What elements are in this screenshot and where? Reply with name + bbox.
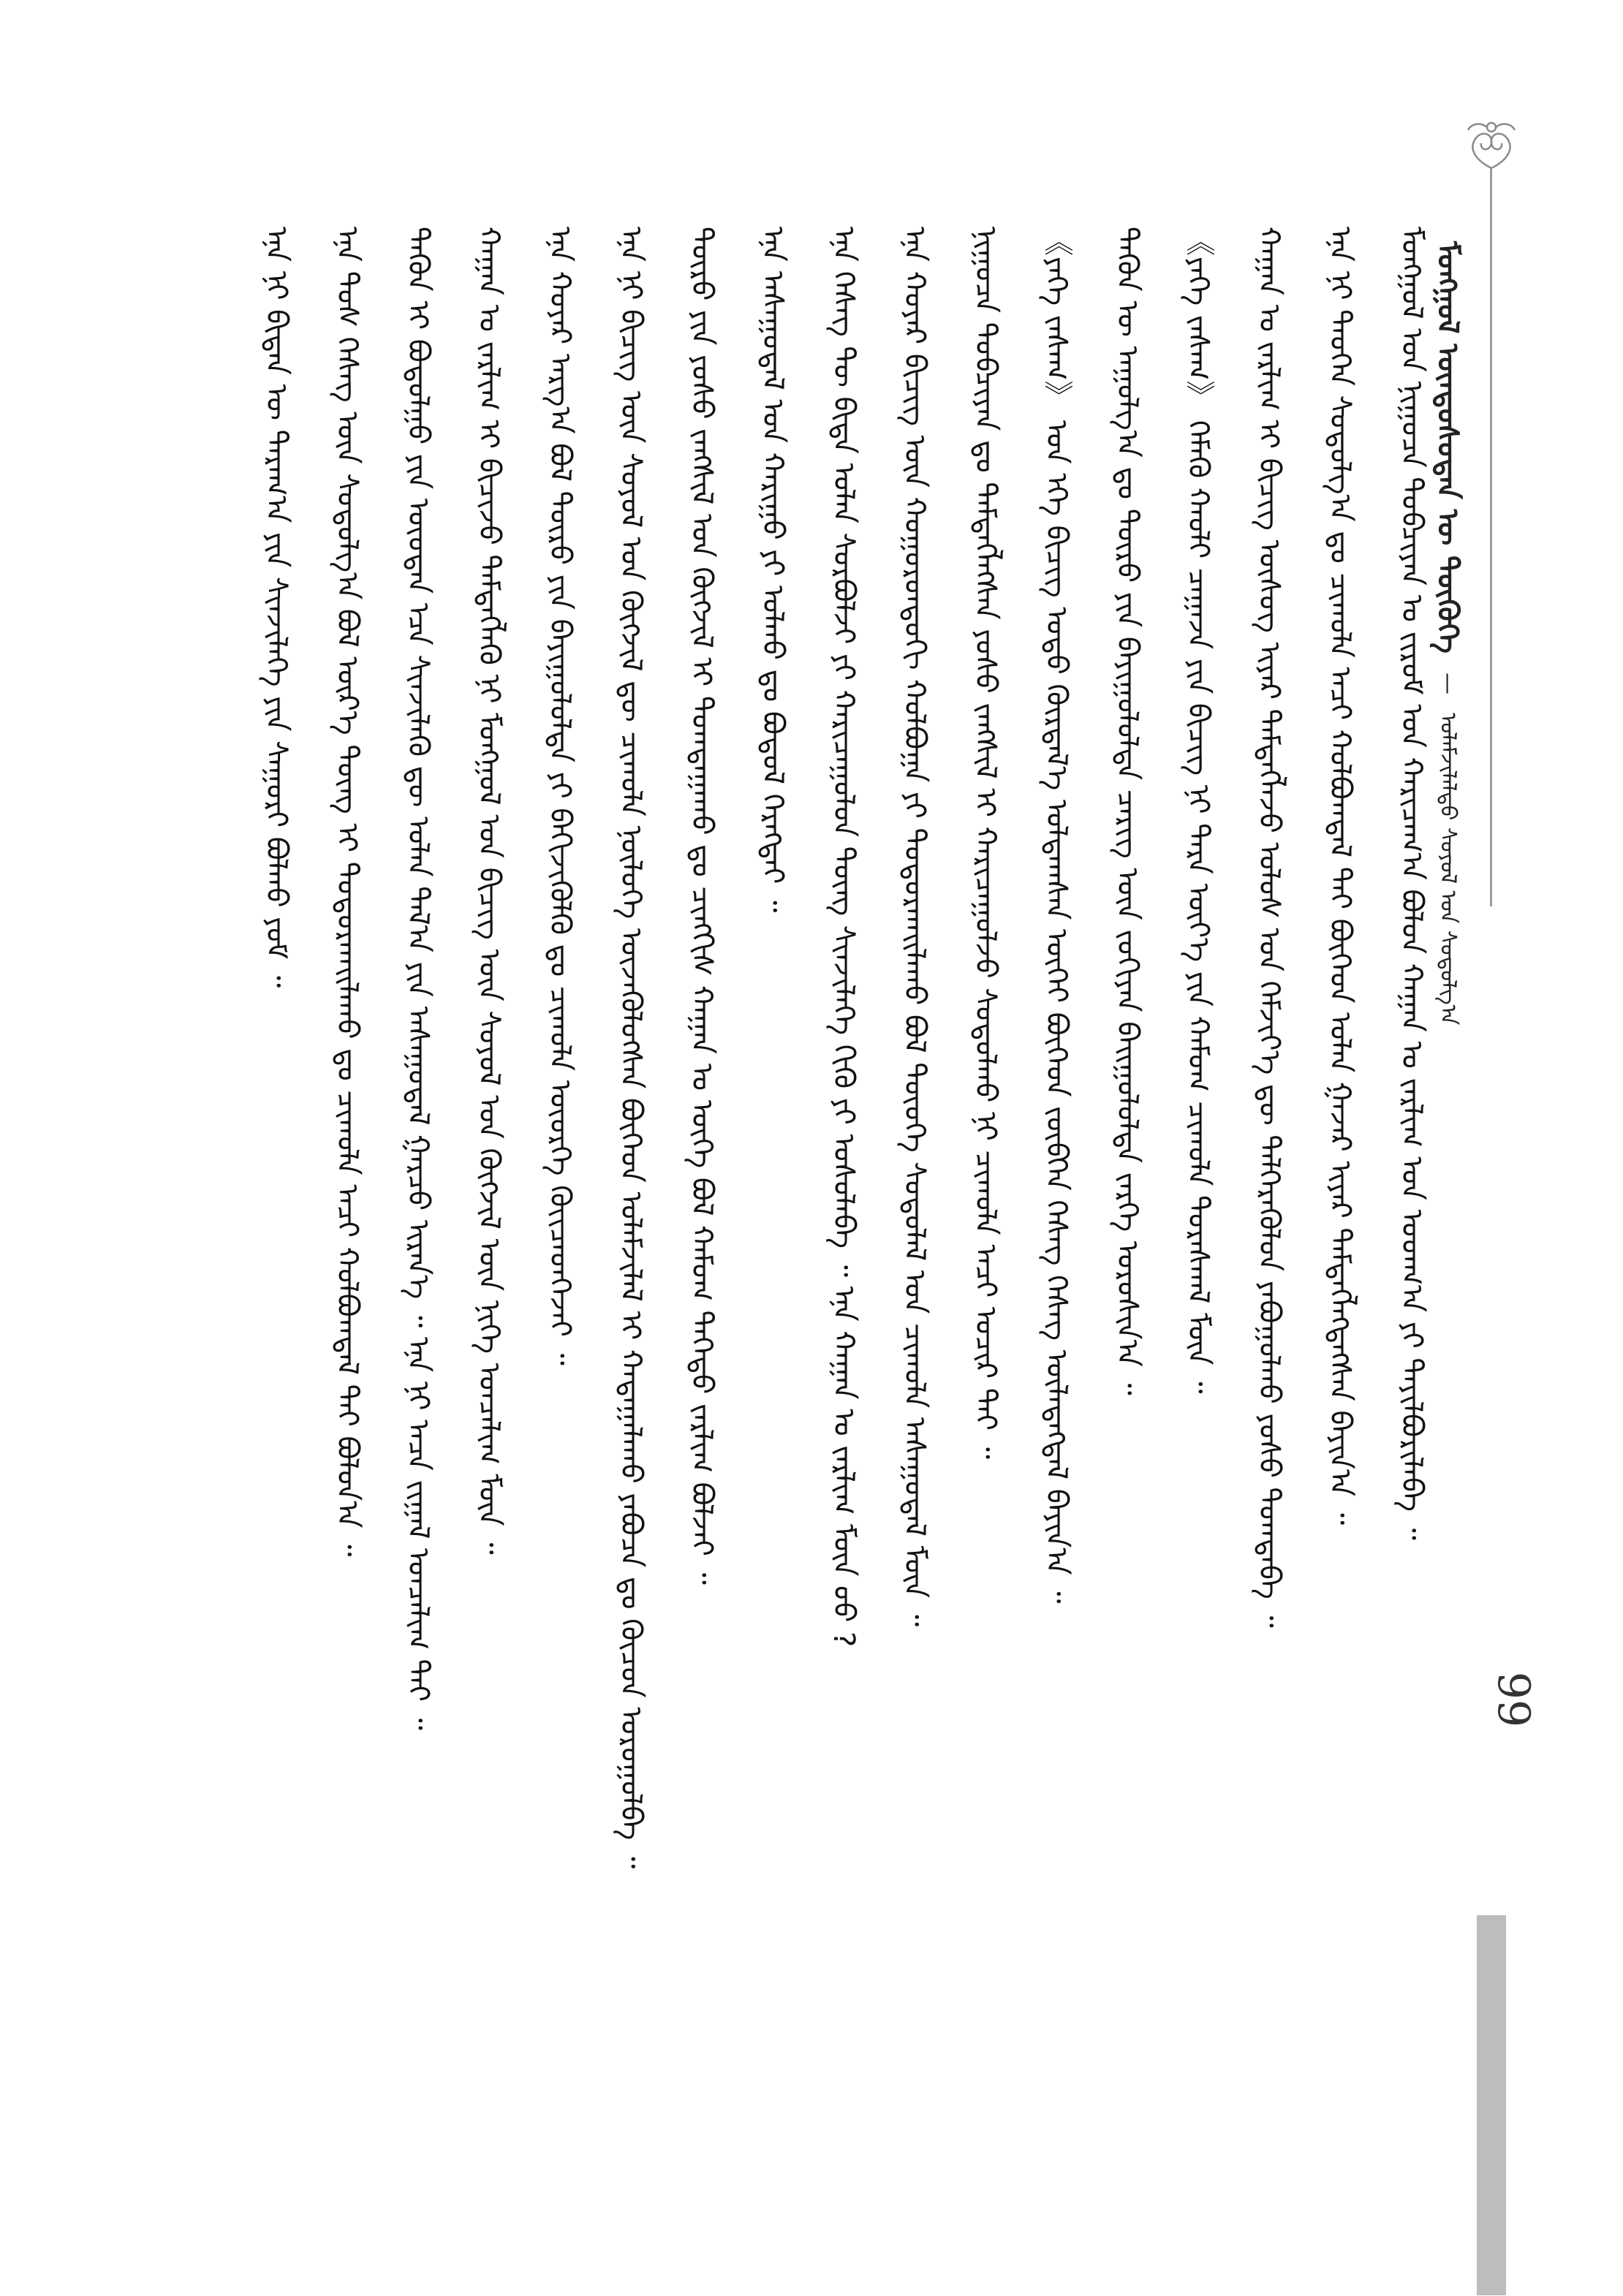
text-column: ᠲᠡᠭᠦᠨ ᠢ ᠪᠣᠳᠣᠯᠭᠤ ᠶᠢᠨ ᠦᠦᠳᠡᠨ ᠡᠴᠡ ᠰᠢᠨᠵᠢᠯᠡᠬᠦ ᠳᠦ ᠣᠯᠠᠨ ᠲᠠᠯ᠎ᠠ ᠶᠢᠨ ᠠᠰᠠᠭᠤᠳᠠᠯ ᠭᠠᠷᠴᠤ ᠢᠷᠡᠨ᠎ᠡ ᠃ ᠡᠨᠡ ᠨᠢ ᠠᠴᠠ ᠵᠢᠭᠠᠯ ᠣᠨᠴᠠᠯᠢᠭ ᠲᠠᠢ ᠃ xyxy=(401,227,435,1730)
text-column: ᠡᠨᠡ ᠠᠰᠠᠭᠤᠳᠠᠯ ᠤᠨ ᠬᠠᠷᠢᠭᠤ ᠶᠢ ᠣᠯᠬᠤ ᠳᠤ ᠪᠣᠳᠣᠯ ᠬᠡᠷᠡᠭᠲᠡᠢ ᠃ xyxy=(756,227,790,913)
text-column: ᠬᠠᠭᠠᠨ ᠤ ᠵᠠᠷᠯᠢᠭ ᠢ ᠪᠢᠴᠢᠭ ᠦᠰᠦᠭ ᠢᠶᠡᠷ ᠲᠡᠮᠳᠡᠭᠯᠡᠵᠦ ᠤᠯᠤᠰ ᠤᠨ ᠬᠡᠮᠵᠢᠶ᠎ᠡ ᠳᠦ ᠳᠡᠯᠭᠡᠷᠡᠭᠦᠯᠦᠨ ᠶᠠᠪᠤᠭᠤᠯᠬᠤ ᠶᠣᠰᠣ ᠲᠣᠭᠲᠠᠪᠠ ᠃ xyxy=(1252,227,1286,1628)
running-head xyxy=(1433,241,1462,1045)
text-column: ᠲᠡᠭᠦᠨ ᠦ ᠠᠭᠤᠯᠭ᠎ᠠ ᠳᠤ ᠲᠥᠷᠥ ᠶᠢᠨ ᠪᠠᠶᠢᠭᠤᠯᠤᠯᠲᠠ ᠴᠡᠷᠢᠭ ᠦᠨ ᠵᠣᠬᠢᠶᠠᠨ ᠪᠠᠢᠭᠤᠯᠤᠯᠲᠠ ᠵᠡᠷᠭᠡ ᠣᠷᠣᠰᠢᠨ᠎ᠠ ᠃ xyxy=(1111,227,1144,1395)
text-column: ᠲᠥᠷᠥ ᠶᠢᠨ ᠶᠣᠰᠣ ᠵᠠᠩᠰᠢᠯ ᠤᠨ ᠬᠥᠭᠵᠢᠯ ᠢ ᠲᠣᠭᠲᠠᠭᠠᠬᠤ ᠳᠤ ᠴᠢᠩᠭᠢᠰ ᠬᠠᠭᠠᠨ ᠤ ᠦᠭᠡ ᠪᠣᠯ ᠬᠠᠮᠤᠭ ᠳᠡᠭᠡᠳᠦ ᠵᠠᠷᠯᠢᠭ ᠪᠣᠯᠵᠠᠢ ᠃ xyxy=(685,227,719,1585)
running-head-title: ᠮᠣᠩᠭᠣᠯ ᠦᠨᠳᠦᠰᠦᠲᠡᠨ ᠦ ᠲᠦᠭᠦᠬᠡ xyxy=(1431,241,1464,653)
text-column: ᠡᠨᠡ ᠬᠣᠶᠠᠷ ᠪᠢᠴᠢᠭ ᠦᠨ ᠬᠣᠭᠣᠷᠤᠨᠳᠤᠬᠢ ᠬᠣᠯᠪᠣᠭᠠ ᠶᠢ ᠲᠣᠳᠤᠷᠬᠠᠢᠯᠠᠬᠤ ᠪᠣᠯ ᠲᠦᠦᠬᠡ ᠰᠤᠳᠤᠯᠠᠯ ᠤᠨ ᠴᠢᠬᠤᠯᠠ ᠠᠰᠠᠭᠤᠳᠠᠯ ᠮᠥᠨ ᠃ xyxy=(898,227,931,1627)
text-column: ᠡᠨᠡ ᠨᠢ ᠲᠡᠦᠬᠡᠨ ᠰᠤᠳᠤᠯᠭ᠎ᠠ ᠳᠤ ᠴᠢᠬᠤᠯᠠ ᠠᠴᠢ ᠬᠣᠯᠪᠣᠭᠳᠠᠯ ᠲᠠᠢ ᠪᠥᠭᠡᠳ ᠣᠯᠠᠨ ᠭᠠᠵᠠᠷ ᠢᠶᠠᠷ ᠲᠡᠮᠳᠡᠭᠯᠡᠭᠳᠡᠭᠰᠡᠨ ᠪᠠᠶᠢᠨ᠎ᠠ ᠃ xyxy=(1323,227,1357,1526)
text-column: ᠮᠣᠩᠭᠣᠯ ᠤᠨ ᠨᠢᠭᠤᠴᠠ ᠲᠣᠪᠴᠢᠶᠠᠨ ᠤ ᠵᠢᠷᠤᠮ ᠤᠨ ᠬᠠᠷᠢᠴᠠᠭ᠎ᠠ ᠪᠣᠯᠤᠨ ᠬᠠᠭᠠᠨ ᠤ ᠵᠠᠷᠯᠢᠭ ᠤᠨ ᠤᠳᠬ᠎ᠠ ᠶᠢ ᠲᠠᠶᠢᠯᠪᠤᠷᠢᠯᠠᠪᠠ ᠃ xyxy=(1395,227,1429,1540)
running-head-subtitle: ᠤᠯᠠᠮᠵᠢᠯᠠᠯᠲᠤ ᠰᠣᠶᠣᠯ ᠤᠨ ᠰᠤᠳᠤᠯᠭ᠎ᠠ xyxy=(1435,713,1461,1026)
header-rule xyxy=(1490,168,1492,906)
text-column: 《ᠶᠡᠬᠡ ᠵᠠᠰᠠᠭ》 ᠤᠨ ᠡᠬᠡ ᠪᠢᠴᠢᠭ ᠣᠳᠣ ᠬᠦᠷᠲᠡᠯ᠎ᠡ ᠣᠯᠳᠠᠭᠰᠠᠨ ᠦᠭᠡᠢ ᠪᠥᠭᠡᠳ ᠵᠦᠪᠬᠡᠨ ᠬᠡᠰᠡᠭ ᠬᠡᠰᠡᠭ ᠦᠯᠡᠳᠡᠭᠳᠡᠯ ᠪᠠᠶᠢᠨ᠎ᠠ ᠃ xyxy=(1040,227,1073,1604)
text-column: 《ᠶᠡᠬᠡ ᠵᠠᠰᠠᠭ》 ᠬᠡᠮᠡᠬᠦ ᠬᠠᠤᠯᠢ ᠴᠠᠭᠠᠵᠠ ᠶᠢᠨ ᠪᠢᠴᠢᠭ ᠨᠢ ᠲᠡᠷᠡ ᠦᠶ᠎ᠡ ᠶᠢᠨ ᠬᠠᠮᠤᠭ ᠴᠢᠬᠤᠯᠠ ᠳᠤᠷᠠᠰᠬᠠᠯ ᠮᠥᠨ ᠃ xyxy=(1181,227,1215,1394)
page-number: 99 xyxy=(1488,1671,1539,1728)
page-edge-tab xyxy=(1477,1915,1506,2295)
text-column: ᠡᠨᠡ ᠬᠡᠰᠡᠭ ᠲᠦ ᠪᠢᠳᠡ ᠣᠯᠠᠨ ᠰᠤᠷᠪᠤᠯᠵᠢ ᠶᠢ ᠬᠠᠷᠢᠴᠠᠭᠤᠯᠤᠨ ᠳᠦᠩ ᠰᠢᠨᠵᠢᠯᠡᠭᠡ ᠬᠢᠬᠦ ᠶᠢ ᠣᠰᠣᠯᠠᠪᠠ ᠃ ᠡᠨᠡ ᠬᠠᠭᠠᠨ ᠤ ᠵᠠᠷᠯᠢᠭ ᠮᠥᠨ ᠤᠤ ? xyxy=(827,227,860,1648)
text-column: ᠡᠨᠡ ᠨᠢ ᠪᠢᠳᠡᠨ ᠦ ᠳᠠᠷᠠᠭ᠎ᠠ ᠶᠢᠨ ᠰᠢᠨᠵᠢᠯᠡᠭᠡ ᠶᠢᠨ ᠰᠠᠭᠤᠷᠢ ᠪᠣᠯᠬᠤ ᠶᠣᠮ ᠃ xyxy=(260,227,293,988)
text-column: ᠬᠠᠭᠠᠨ ᠤ ᠵᠠᠷᠯᠢᠭ ᠢ ᠪᠢᠴᠢᠵᠦ ᠲᠡᠮᠳᠡᠭᠯᠡᠬᠦ ᠨᠢ ᠮᠣᠩᠭᠣᠯ ᠤᠨ ᠪᠢᠴᠢᠭ ᠦᠨ ᠰᠣᠶᠣᠯ ᠤᠨ ᠬᠥᠭᠵᠢᠯ ᠦᠨ ᠨᠢᠭᠡ ᠣᠨᠴᠠᠯᠢᠭ ᠮᠥᠨ ᠃ xyxy=(472,227,506,1555)
text-column: ᠡᠨᠡ ᠲᠤᠰ ᠬᠡᠰᠡᠭ ᠦᠨ ᠰᠤᠳᠤᠯᠭ᠎ᠠ ᠪᠣᠯ ᠦᠷ᠎ᠡ ᠳᠦᠩ ᠢ ᠲᠣᠳᠤᠷᠬᠠᠢᠯᠠᠬᠤ ᠳᠤ ᠴᠢᠬᠤᠯᠠ ᠠᠴᠢ ᠬᠣᠯᠪᠣᠭᠳᠠᠯ ᠲᠠᠢ ᠪᠣᠯᠤᠨ᠎ᠠ ᠃ xyxy=(330,227,364,1557)
body-text xyxy=(183,227,1429,2127)
text-column: ᠨᠢᠭᠤᠴᠠ ᠲᠣᠪᠴᠢᠶᠠᠨ ᠳᠤ ᠲᠡᠮᠳᠡᠭᠯᠡᠭᠰᠡᠨ ᠶᠣᠰᠣ ᠵᠠᠩᠰᠢᠯ ᠢ ᠬᠠᠷᠢᠴᠠᠭᠤᠯᠵᠤ ᠰᠤᠳᠤᠯᠬᠤ ᠨᠢ ᠴᠢᠬᠤᠯᠠ ᠠᠴᠢ ᠤᠴᠢᠷ ᠲᠠᠢ ᠃ xyxy=(969,227,1002,1460)
ornament-icon xyxy=(1455,117,1528,175)
text-column: ᠡᠨᠡ ᠨᠢ ᠪᠢᠴᠢᠭ ᠦᠨ ᠰᠣᠶᠣᠯ ᠤᠨ ᠬᠥᠭᠵᠢᠯ ᠳᠦ ᠴᠢᠬᠤᠯᠠ ᠨᠥᠯᠦᠭᠡ ᠦᠵᠡᠭᠦᠯᠦᠭᠰᠡᠨ ᠪᠥᠭᠡᠳ ᠤᠯᠠᠮᠵᠢᠯᠠᠯ ᠢ ᠬᠠᠳᠠᠭᠠᠯᠠᠬᠤ ᠶᠠᠪᠤᠴᠠ ᠳᠤ ᠬᠦᠴᠦᠨ ᠣᠷᠣᠭᠤᠯᠪᠠ ᠃ xyxy=(614,227,648,1869)
running-head-separator: — xyxy=(1435,672,1461,694)
text-column: ᠡᠨᠡ ᠬᠣᠶᠠᠷ ᠠᠷᠭ᠎ᠠ ᠪᠣᠯ ᠲᠦᠷᠦ ᠶᠢᠨ ᠪᠠᠶᠢᠭᠤᠯᠤᠯᠲᠠ ᠶᠢ ᠪᠡᠬᠢᠵᠢᠭᠦᠯᠬᠦ ᠳᠤ ᠴᠢᠬᠤᠯᠠ ᠦᠦᠷᠭᠡ ᠭᠦᠢᠴᠡᠳᠭᠡᠵᠡᠢ ᠃ xyxy=(543,227,577,1365)
